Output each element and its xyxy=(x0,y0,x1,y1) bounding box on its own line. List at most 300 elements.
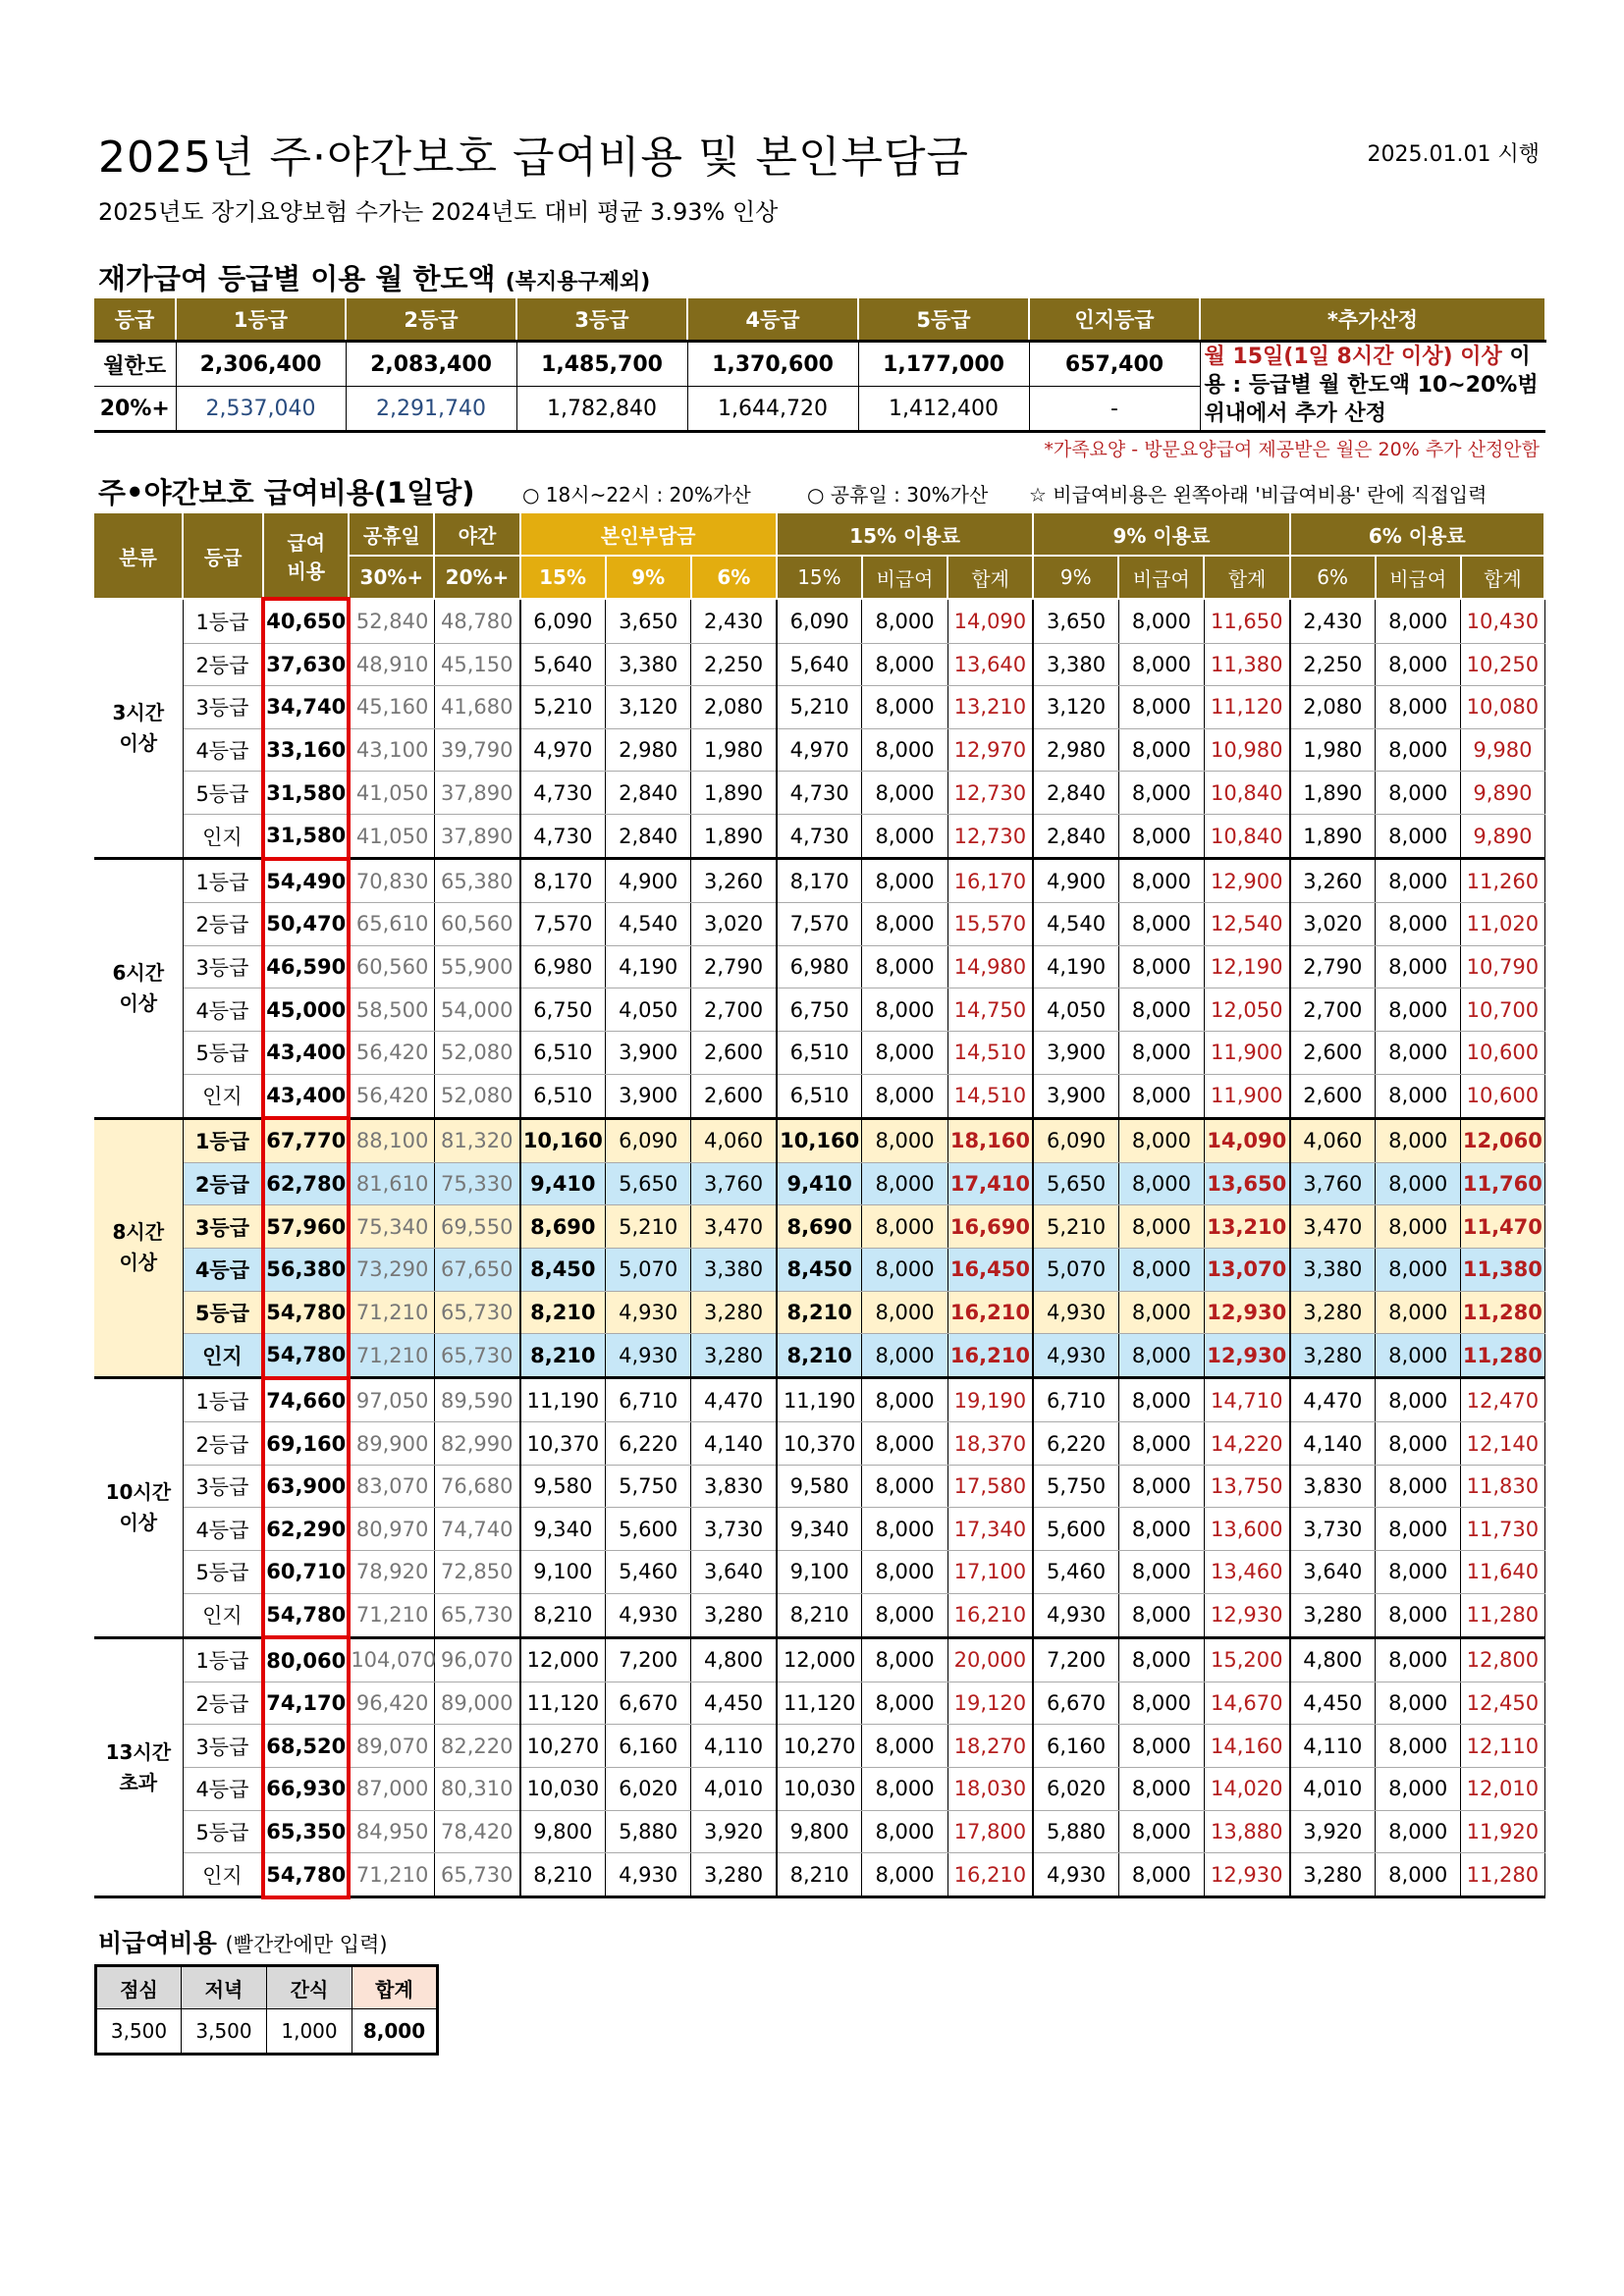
fee6-copay-cell: 4,470 xyxy=(1290,1378,1376,1422)
sub-header: 9% xyxy=(606,556,691,599)
night-cost-cell: 89,000 xyxy=(434,1682,519,1725)
nonbenefit-header: 합계 xyxy=(352,1966,438,2009)
copay-6-cell: 4,010 xyxy=(691,1768,777,1811)
fee15-total-cell: 13,210 xyxy=(947,686,1033,729)
fee15-total-cell: 17,340 xyxy=(947,1508,1033,1551)
fee9-total-cell: 13,070 xyxy=(1204,1248,1289,1291)
limit-header-cell: 인지등급 xyxy=(1029,298,1200,342)
fee15-copay-cell: 8,210 xyxy=(777,1291,862,1334)
copay-9-cell: 5,460 xyxy=(606,1551,691,1594)
fee6-copay-cell: 2,430 xyxy=(1290,599,1376,643)
fee9-total-cell: 14,020 xyxy=(1204,1768,1289,1811)
fee6-total-cell: 11,730 xyxy=(1461,1508,1544,1551)
category-label-line2: 이상 xyxy=(119,1251,158,1275)
night-cost-cell: 69,550 xyxy=(434,1205,519,1249)
fee15-total-cell: 12,970 xyxy=(947,728,1033,772)
nonbenefit-header: 점심 xyxy=(96,1966,182,2009)
sub-header: 6% xyxy=(691,556,777,599)
grade-cell: 4등급 xyxy=(183,1248,263,1291)
copay-15-cell: 10,370 xyxy=(520,1422,606,1466)
fee9-nonbenefit-cell: 8,000 xyxy=(1118,1768,1204,1811)
table-row xyxy=(94,1378,1544,1422)
benefit-cost-cell: 43,400 xyxy=(263,1031,349,1074)
grade-cell: 인지 xyxy=(183,1853,263,1897)
fee9-nonbenefit-cell: 8,000 xyxy=(1118,728,1204,772)
family-care-note: *가족요양 - 방문요양급여 제공받은 월은 20% 추가 산정안함 xyxy=(1044,439,1540,460)
daily-cost-table xyxy=(94,513,1545,1899)
fee9-nonbenefit-cell: 8,000 xyxy=(1118,1118,1204,1162)
fee6-total-cell: 12,470 xyxy=(1461,1378,1544,1422)
fee6-nonbenefit-cell: 8,000 xyxy=(1376,1725,1461,1768)
fee9-nonbenefit-cell: 8,000 xyxy=(1118,1291,1204,1334)
benefit-cost-cell: 46,590 xyxy=(263,945,349,988)
table-row xyxy=(94,643,1544,686)
grade-cell: 3등급 xyxy=(183,1725,263,1768)
fee15-copay-cell: 8,450 xyxy=(777,1248,862,1291)
copay-15-cell: 11,120 xyxy=(520,1682,606,1725)
fee15-total-cell: 17,410 xyxy=(947,1162,1033,1205)
table-row xyxy=(94,945,1544,988)
grade-cell: 2등급 xyxy=(183,1682,263,1725)
copay-6-cell: 3,020 xyxy=(691,903,777,946)
fee15-nonbenefit-cell: 8,000 xyxy=(862,1422,947,1466)
benefit-cost-cell: 40,650 xyxy=(263,599,349,643)
fee6-nonbenefit-cell: 8,000 xyxy=(1376,1682,1461,1725)
fee6-copay-cell: 3,730 xyxy=(1290,1508,1376,1551)
fee15-nonbenefit-cell: 8,000 xyxy=(862,1725,947,1768)
fee9-total-cell: 15,200 xyxy=(1204,1637,1289,1682)
limit-value: 2,537,040 xyxy=(176,387,346,432)
copay-9-cell: 5,070 xyxy=(606,1248,691,1291)
copay-15-cell: 4,970 xyxy=(520,728,606,772)
header-fee-15: 15% 이용료 xyxy=(777,513,1033,556)
night-cost-cell: 39,790 xyxy=(434,728,519,772)
sub-header: 합계 xyxy=(1204,556,1289,599)
fee6-copay-cell: 3,470 xyxy=(1290,1205,1376,1249)
fee9-nonbenefit-cell: 8,000 xyxy=(1118,1853,1204,1897)
fee6-copay-cell: 4,010 xyxy=(1290,1768,1376,1811)
benefit-cost-cell: 33,160 xyxy=(263,728,349,772)
night-cost-cell: 65,380 xyxy=(434,859,519,903)
fee6-copay-cell: 2,600 xyxy=(1290,1074,1376,1118)
sub-header: 15% xyxy=(520,556,606,599)
limit-value: 2,291,740 xyxy=(346,387,516,432)
fee15-copay-cell: 10,160 xyxy=(777,1118,862,1162)
limit-value: 1,177,000 xyxy=(858,342,1029,387)
fee6-nonbenefit-cell: 8,000 xyxy=(1376,1162,1461,1205)
fee15-copay-cell: 11,190 xyxy=(777,1378,862,1422)
table-row xyxy=(94,1334,1544,1378)
table-row xyxy=(94,1551,1544,1594)
category-label-line2: 이상 xyxy=(119,731,158,756)
header-cost-line1: 급여 xyxy=(287,530,326,555)
limit-title-note: (복지용구제외) xyxy=(505,270,651,294)
holiday-cost-cell: 71,210 xyxy=(349,1334,434,1378)
fee6-nonbenefit-cell: 8,000 xyxy=(1376,1118,1461,1162)
fee9-total-cell: 11,650 xyxy=(1204,599,1289,643)
header-fee-6: 6% 이용료 xyxy=(1290,513,1544,556)
sub-header: 비급여 xyxy=(1118,556,1204,599)
fee15-nonbenefit-cell: 8,000 xyxy=(862,1637,947,1682)
fee6-copay-cell: 4,060 xyxy=(1290,1118,1376,1162)
fee6-nonbenefit-cell: 8,000 xyxy=(1376,1551,1461,1594)
copay-6-cell: 2,600 xyxy=(691,1074,777,1118)
sub-header: 30%+ xyxy=(349,556,434,599)
fee6-total-cell: 11,920 xyxy=(1461,1810,1544,1853)
fee15-nonbenefit-cell: 8,000 xyxy=(862,1162,947,1205)
grade-cell: 2등급 xyxy=(183,903,263,946)
fee15-nonbenefit-cell: 8,000 xyxy=(862,599,947,643)
copay-15-cell: 10,270 xyxy=(520,1725,606,1768)
fee9-total-cell: 12,540 xyxy=(1204,903,1289,946)
fee9-nonbenefit-cell: 8,000 xyxy=(1118,859,1204,903)
fee15-copay-cell: 6,510 xyxy=(777,1074,862,1118)
grade-cell: 5등급 xyxy=(183,1291,263,1334)
fee9-nonbenefit-cell: 8,000 xyxy=(1118,1248,1204,1291)
grade-cell: 4등급 xyxy=(183,988,263,1032)
fee6-copay-cell: 1,890 xyxy=(1290,772,1376,815)
fee15-nonbenefit-cell: 8,000 xyxy=(862,1334,947,1378)
fee9-copay-cell: 6,090 xyxy=(1033,1118,1118,1162)
header-grade: 등급 xyxy=(183,513,263,599)
fee15-copay-cell: 8,690 xyxy=(777,1205,862,1249)
category-cell xyxy=(94,1637,183,1897)
fee6-copay-cell: 3,280 xyxy=(1290,1593,1376,1637)
fee9-copay-cell: 3,120 xyxy=(1033,686,1118,729)
holiday-cost-cell: 81,610 xyxy=(349,1162,434,1205)
monthly-limit-table xyxy=(94,298,1546,433)
limit-value: 1,644,720 xyxy=(687,387,858,432)
copay-9-cell: 6,670 xyxy=(606,1682,691,1725)
fee9-copay-cell: 3,900 xyxy=(1033,1031,1118,1074)
fee15-nonbenefit-cell: 8,000 xyxy=(862,1551,947,1594)
nonbenefit-header: 저녁 xyxy=(182,1966,267,2009)
fee6-nonbenefit-cell: 8,000 xyxy=(1376,1205,1461,1249)
fee6-nonbenefit-cell: 8,000 xyxy=(1376,859,1461,903)
limit-header-row xyxy=(94,298,1545,342)
fee9-copay-cell: 5,460 xyxy=(1033,1551,1118,1594)
table-row xyxy=(94,599,1544,643)
fee9-total-cell: 12,050 xyxy=(1204,988,1289,1032)
night-cost-cell: 75,330 xyxy=(434,1162,519,1205)
limit-header-cell: 1등급 xyxy=(176,298,346,342)
nonbenefit-lunch-input[interactable]: 3,500 xyxy=(96,2009,182,2055)
fee15-copay-cell: 9,100 xyxy=(777,1551,862,1594)
grade-cell: 1등급 xyxy=(183,1118,263,1162)
benefit-cost-cell: 54,780 xyxy=(263,1334,349,1378)
copay-6-cell: 4,060 xyxy=(691,1118,777,1162)
fee15-copay-cell: 4,730 xyxy=(777,814,862,858)
copay-15-cell: 9,410 xyxy=(520,1162,606,1205)
limit-header-cell: *추가산정 xyxy=(1200,298,1545,342)
sub-header: 20%+ xyxy=(434,556,519,599)
copay-6-cell: 3,640 xyxy=(691,1551,777,1594)
benefit-cost-cell: 50,470 xyxy=(263,903,349,946)
fee15-total-cell: 14,510 xyxy=(947,1031,1033,1074)
fee6-nonbenefit-cell: 8,000 xyxy=(1376,945,1461,988)
copay-9-cell: 3,900 xyxy=(606,1031,691,1074)
fee9-nonbenefit-cell: 8,000 xyxy=(1118,643,1204,686)
fee6-nonbenefit-cell: 8,000 xyxy=(1376,1074,1461,1118)
night-cost-cell: 76,680 xyxy=(434,1465,519,1508)
fee6-total-cell: 11,640 xyxy=(1461,1551,1544,1594)
extra-calc-note xyxy=(1200,342,1545,432)
copay-15-cell: 4,730 xyxy=(520,772,606,815)
copay-6-cell: 2,430 xyxy=(691,599,777,643)
nonbenefit-value-row xyxy=(96,2009,438,2055)
header-night: 야간 xyxy=(434,513,519,556)
copay-15-cell: 6,090 xyxy=(520,599,606,643)
nonbenefit-snack-input[interactable]: 1,000 xyxy=(267,2009,352,2055)
fee9-total-cell: 12,930 xyxy=(1204,1593,1289,1637)
limit-title-text: 재가급여 등급별 이용 월 한도액 xyxy=(98,262,496,295)
fee15-copay-cell: 9,580 xyxy=(777,1465,862,1508)
fee9-copay-cell: 3,650 xyxy=(1033,599,1118,643)
fee6-total-cell: 10,790 xyxy=(1461,945,1544,988)
fee9-nonbenefit-cell: 8,000 xyxy=(1118,1205,1204,1249)
fee9-total-cell: 11,900 xyxy=(1204,1031,1289,1074)
benefit-cost-cell: 54,780 xyxy=(263,1593,349,1637)
fee6-copay-cell: 3,280 xyxy=(1290,1853,1376,1897)
fee15-nonbenefit-cell: 8,000 xyxy=(862,686,947,729)
holiday-cost-cell: 41,050 xyxy=(349,772,434,815)
fee6-total-cell: 9,890 xyxy=(1461,814,1544,858)
fee6-total-cell: 10,700 xyxy=(1461,988,1544,1032)
fee15-nonbenefit-cell: 8,000 xyxy=(862,859,947,903)
fee6-copay-cell: 2,250 xyxy=(1290,643,1376,686)
fee15-copay-cell: 6,750 xyxy=(777,988,862,1032)
benefit-cost-cell: 74,170 xyxy=(263,1682,349,1725)
holiday-cost-cell: 60,560 xyxy=(349,945,434,988)
table-row xyxy=(94,1637,1544,1682)
fee15-copay-cell: 8,210 xyxy=(777,1334,862,1378)
fee6-nonbenefit-cell: 8,000 xyxy=(1376,728,1461,772)
copay-15-cell: 10,160 xyxy=(520,1118,606,1162)
benefit-cost-cell: 54,490 xyxy=(263,859,349,903)
copay-9-cell: 5,600 xyxy=(606,1508,691,1551)
grade-cell: 3등급 xyxy=(183,1205,263,1249)
fee15-nonbenefit-cell: 8,000 xyxy=(862,1593,947,1637)
fee9-total-cell: 13,750 xyxy=(1204,1465,1289,1508)
fee6-nonbenefit-cell: 8,000 xyxy=(1376,1422,1461,1466)
copay-6-cell: 2,600 xyxy=(691,1031,777,1074)
header-cost xyxy=(263,513,349,599)
fee15-nonbenefit-cell: 8,000 xyxy=(862,772,947,815)
fee15-total-cell: 16,450 xyxy=(947,1248,1033,1291)
fee9-copay-cell: 4,900 xyxy=(1033,859,1118,903)
fee6-total-cell: 11,280 xyxy=(1461,1334,1544,1378)
table-row xyxy=(94,1118,1544,1162)
holiday-cost-cell: 41,050 xyxy=(349,814,434,858)
copay-9-cell: 4,050 xyxy=(606,988,691,1032)
limit-section-title xyxy=(98,257,650,297)
limit-row-label: 20%+ xyxy=(94,387,176,432)
fee6-total-cell: 11,830 xyxy=(1461,1465,1544,1508)
category-label-line1: 13시간 xyxy=(105,1739,172,1764)
header-category: 분류 xyxy=(94,513,183,599)
table-row xyxy=(94,1682,1544,1725)
grade-cell: 4등급 xyxy=(183,1768,263,1811)
fee9-nonbenefit-cell: 8,000 xyxy=(1118,945,1204,988)
copay-6-cell: 4,450 xyxy=(691,1682,777,1725)
legend-holiday: ○ 공휴일 : 30%가산 xyxy=(807,483,989,507)
copay-6-cell: 3,280 xyxy=(691,1334,777,1378)
limit-header-cell: 등급 xyxy=(94,298,176,342)
fee6-copay-cell: 3,920 xyxy=(1290,1810,1376,1853)
fee6-total-cell: 12,060 xyxy=(1461,1118,1544,1162)
benefit-cost-cell: 69,160 xyxy=(263,1422,349,1466)
fee6-total-cell: 10,430 xyxy=(1461,599,1544,643)
copay-15-cell: 8,210 xyxy=(520,1334,606,1378)
fee9-total-cell: 12,190 xyxy=(1204,945,1289,988)
table-row xyxy=(94,1031,1544,1074)
fee9-nonbenefit-cell: 8,000 xyxy=(1118,1637,1204,1682)
fee6-total-cell: 10,080 xyxy=(1461,686,1544,729)
fee6-nonbenefit-cell: 8,000 xyxy=(1376,1810,1461,1853)
fee15-nonbenefit-cell: 8,000 xyxy=(862,1810,947,1853)
fee6-total-cell: 11,260 xyxy=(1461,859,1544,903)
fee6-total-cell: 10,250 xyxy=(1461,643,1544,686)
fee6-copay-cell: 3,280 xyxy=(1290,1334,1376,1378)
fee6-nonbenefit-cell: 8,000 xyxy=(1376,1768,1461,1811)
fee6-copay-cell: 3,760 xyxy=(1290,1162,1376,1205)
table-row xyxy=(94,728,1544,772)
fee6-total-cell: 9,890 xyxy=(1461,772,1544,815)
holiday-cost-cell: 56,420 xyxy=(349,1031,434,1074)
holiday-cost-cell: 83,070 xyxy=(349,1465,434,1508)
fee9-total-cell: 13,880 xyxy=(1204,1810,1289,1853)
fee15-nonbenefit-cell: 8,000 xyxy=(862,643,947,686)
copay-6-cell: 3,380 xyxy=(691,1248,777,1291)
fee9-nonbenefit-cell: 8,000 xyxy=(1118,1508,1204,1551)
fee9-copay-cell: 4,930 xyxy=(1033,1291,1118,1334)
limit-row-label: 월한도 xyxy=(94,342,176,387)
holiday-cost-cell: 71,210 xyxy=(349,1853,434,1897)
grade-cell: 5등급 xyxy=(183,1031,263,1074)
nonbenefit-dinner-input[interactable]: 3,500 xyxy=(182,2009,267,2055)
fee15-nonbenefit-cell: 8,000 xyxy=(862,945,947,988)
fee9-nonbenefit-cell: 8,000 xyxy=(1118,1074,1204,1118)
copay-15-cell: 8,690 xyxy=(520,1205,606,1249)
copay-15-cell: 8,210 xyxy=(520,1593,606,1637)
copay-6-cell: 3,830 xyxy=(691,1465,777,1508)
night-cost-cell: 37,890 xyxy=(434,772,519,815)
night-cost-cell: 65,730 xyxy=(434,1291,519,1334)
holiday-cost-cell: 75,340 xyxy=(349,1205,434,1249)
fee6-nonbenefit-cell: 8,000 xyxy=(1376,772,1461,815)
fee9-nonbenefit-cell: 8,000 xyxy=(1118,814,1204,858)
fee9-nonbenefit-cell: 8,000 xyxy=(1118,1162,1204,1205)
night-cost-cell: 96,070 xyxy=(434,1637,519,1682)
fee9-copay-cell: 2,840 xyxy=(1033,814,1118,858)
fee15-nonbenefit-cell: 8,000 xyxy=(862,1248,947,1291)
fee15-nonbenefit-cell: 8,000 xyxy=(862,1205,947,1249)
copay-9-cell: 4,900 xyxy=(606,859,691,903)
fee6-total-cell: 11,280 xyxy=(1461,1853,1544,1897)
fee15-copay-cell: 7,570 xyxy=(777,903,862,946)
holiday-cost-cell: 87,000 xyxy=(349,1768,434,1811)
main-section-title: 주•야간보호 급여비용(1일당) xyxy=(98,476,475,509)
fee15-total-cell: 16,210 xyxy=(947,1853,1033,1897)
sub-header: 비급여 xyxy=(862,556,947,599)
fee15-copay-cell: 12,000 xyxy=(777,1637,862,1682)
fee15-nonbenefit-cell: 8,000 xyxy=(862,728,947,772)
fee9-nonbenefit-cell: 8,000 xyxy=(1118,599,1204,643)
fee6-nonbenefit-cell: 8,000 xyxy=(1376,643,1461,686)
copay-15-cell: 8,170 xyxy=(520,859,606,903)
fee6-nonbenefit-cell: 8,000 xyxy=(1376,1465,1461,1508)
night-cost-cell: 78,420 xyxy=(434,1810,519,1853)
holiday-cost-cell: 71,210 xyxy=(349,1291,434,1334)
holiday-cost-cell: 48,910 xyxy=(349,643,434,686)
fee15-total-cell: 18,270 xyxy=(947,1725,1033,1768)
night-cost-cell: 65,730 xyxy=(434,1334,519,1378)
nonbenefit-total: 8,000 xyxy=(352,2009,438,2055)
nonbenefit-table xyxy=(94,1964,439,2056)
table-row xyxy=(94,1465,1544,1508)
copay-6-cell: 1,890 xyxy=(691,772,777,815)
holiday-cost-cell: 96,420 xyxy=(349,1682,434,1725)
main-header-row-1 xyxy=(94,513,1544,556)
holiday-cost-cell: 52,840 xyxy=(349,599,434,643)
benefit-cost-cell: 34,740 xyxy=(263,686,349,729)
header-holiday: 공휴일 xyxy=(349,513,434,556)
fee9-nonbenefit-cell: 8,000 xyxy=(1118,1810,1204,1853)
fee15-nonbenefit-cell: 8,000 xyxy=(862,814,947,858)
fee9-copay-cell: 4,930 xyxy=(1033,1334,1118,1378)
fee9-copay-cell: 3,900 xyxy=(1033,1074,1118,1118)
copay-15-cell: 9,100 xyxy=(520,1551,606,1594)
table-row xyxy=(94,1205,1544,1249)
night-cost-cell: 82,990 xyxy=(434,1422,519,1466)
fee6-copay-cell: 3,260 xyxy=(1290,859,1376,903)
fee9-copay-cell: 2,840 xyxy=(1033,772,1118,815)
category-cell xyxy=(94,599,183,859)
fee6-copay-cell: 4,800 xyxy=(1290,1637,1376,1682)
copay-6-cell: 2,700 xyxy=(691,988,777,1032)
table-row xyxy=(94,772,1544,815)
night-cost-cell: 48,780 xyxy=(434,599,519,643)
fee9-total-cell: 11,900 xyxy=(1204,1074,1289,1118)
night-cost-cell: 54,000 xyxy=(434,988,519,1032)
fee9-total-cell: 13,460 xyxy=(1204,1551,1289,1594)
fee6-total-cell: 11,470 xyxy=(1461,1205,1544,1249)
copay-15-cell: 9,800 xyxy=(520,1810,606,1853)
night-cost-cell: 74,740 xyxy=(434,1508,519,1551)
fee15-nonbenefit-cell: 8,000 xyxy=(862,1291,947,1334)
fee15-copay-cell: 5,640 xyxy=(777,643,862,686)
fee9-copay-cell: 4,540 xyxy=(1033,903,1118,946)
copay-6-cell: 2,080 xyxy=(691,686,777,729)
fee15-total-cell: 12,730 xyxy=(947,772,1033,815)
fee15-total-cell: 14,750 xyxy=(947,988,1033,1032)
copay-6-cell: 1,890 xyxy=(691,814,777,858)
fee15-total-cell: 14,980 xyxy=(947,945,1033,988)
fee6-copay-cell: 4,450 xyxy=(1290,1682,1376,1725)
grade-cell: 1등급 xyxy=(183,859,263,903)
copay-9-cell: 5,880 xyxy=(606,1810,691,1853)
table-row xyxy=(94,859,1544,903)
header-copay: 본인부담금 xyxy=(520,513,777,556)
grade-cell: 5등급 xyxy=(183,1551,263,1594)
fee9-total-cell: 11,120 xyxy=(1204,686,1289,729)
table-row xyxy=(94,1248,1544,1291)
fee15-total-cell: 18,370 xyxy=(947,1422,1033,1466)
fee15-copay-cell: 9,340 xyxy=(777,1508,862,1551)
fee15-total-cell: 17,580 xyxy=(947,1465,1033,1508)
limit-header-cell: 3등급 xyxy=(516,298,687,342)
benefit-cost-cell: 65,350 xyxy=(263,1810,349,1853)
